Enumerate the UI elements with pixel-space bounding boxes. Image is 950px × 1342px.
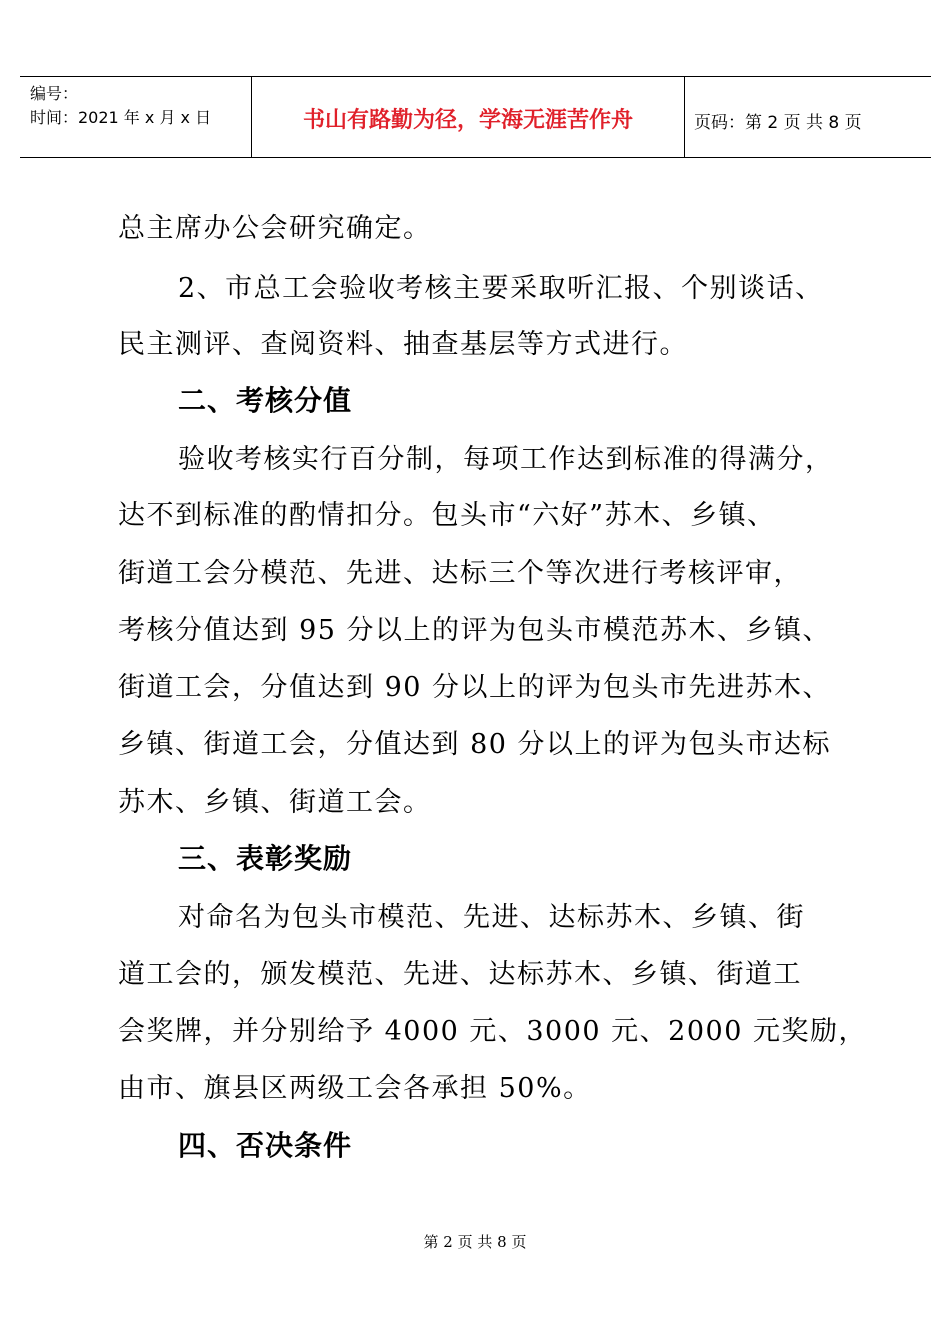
paragraph-line: 总主席办公会研究确定。: [118, 213, 432, 244]
paragraph-line: 对命名为包头市模范、先进、达标苏木、乡镇、街: [178, 902, 805, 933]
paragraph-line: 街道工会，分值达到 90 分以上的评为包头市先进苏木、: [118, 672, 832, 703]
paragraph-line: 由市、旗县区两级工会各承担 50%。: [118, 1073, 592, 1104]
page-header: [20, 76, 931, 158]
page-footer: 第 2 页 共 8 页: [423, 1233, 527, 1251]
header-meta-cell: [20, 77, 250, 157]
section-heading: 四、否决条件: [178, 1129, 353, 1162]
document-number-label: 编号：: [30, 84, 79, 103]
paragraph-line: 会奖牌，并分别给予 4000 元、3000 元、2000 元奖励，: [118, 1016, 867, 1047]
document-time-label: 时间：2021 年 x 月 x 日: [30, 108, 212, 127]
paragraph-line: 2、市总工会验收考核主要采取听汇报、个别谈话、: [178, 273, 824, 304]
paragraph-line: 街道工会分模范、先进、达标三个等次进行考核评审，: [118, 558, 802, 589]
paragraph-line: 验收考核实行百分制，每项工作达到标准的得满分，: [178, 444, 834, 475]
header-page-info: 页码：第 2 页 共 8 页: [694, 113, 862, 133]
paragraph-line: 民主测评、查阅资料、抽查基层等方式进行。: [118, 329, 688, 360]
section-heading: 三、表彰奖励: [178, 842, 353, 875]
section-heading: 二、考核分值: [178, 384, 353, 417]
paragraph-line: 苏木、乡镇、街道工会。: [118, 787, 432, 818]
paragraph-line: 考核分值达到 95 分以上的评为包头市模范苏木、乡镇、: [118, 615, 832, 646]
header-motto-cell: [251, 77, 685, 157]
paragraph-line: 道工会的，颁发模范、先进、达标苏木、乡镇、街道工: [118, 959, 802, 990]
header-motto: 书山有路勤为径，学海无涯苦作舟: [302, 108, 633, 133]
paragraph-line: 乡镇、街道工会，分值达到 80 分以上的评为包头市达标: [118, 729, 832, 760]
paragraph-line: 达不到标准的酌情扣分。包头市“六好”苏木、乡镇、: [118, 500, 776, 531]
header-page-cell: [684, 77, 931, 157]
